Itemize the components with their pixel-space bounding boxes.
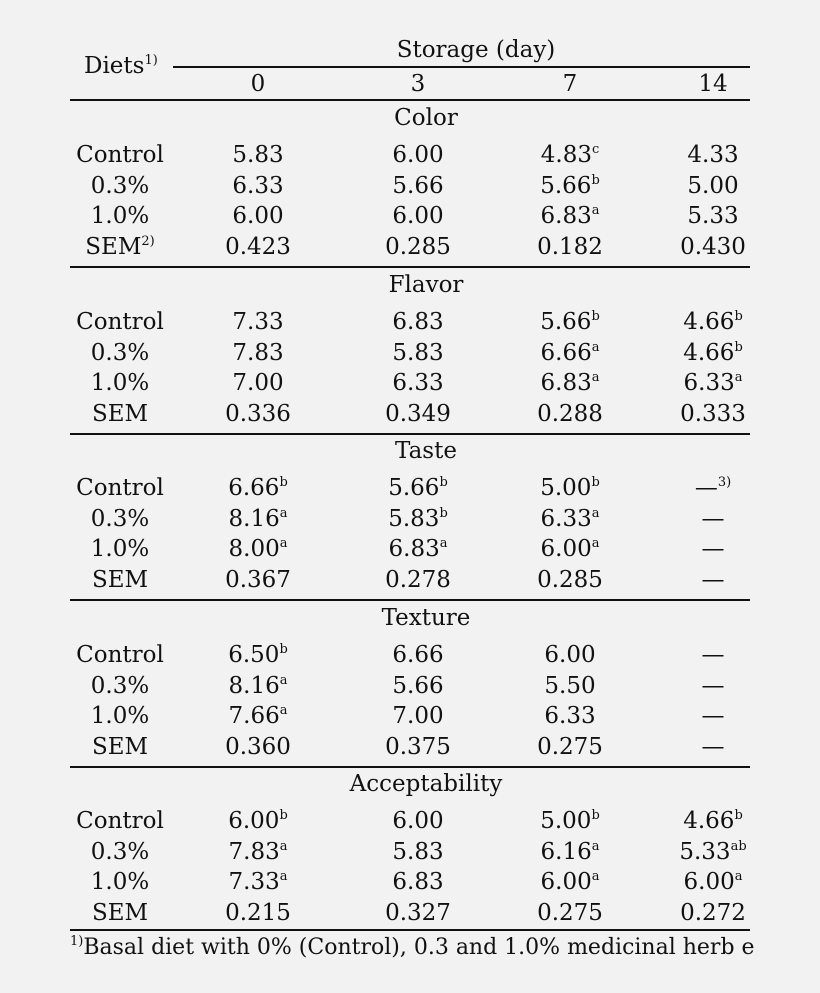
row-label: Control	[76, 309, 164, 335]
table-cell: 6.83	[392, 869, 444, 895]
table-cell: 4.66$^b$	[683, 808, 743, 834]
table-cell: 0.349	[385, 400, 451, 427]
table-cell: 5.66$^b$	[388, 475, 448, 501]
row-label: 0.3%	[90, 172, 150, 199]
table-cell: 5.83	[232, 142, 284, 168]
table-cell: 7.66$^a$	[228, 703, 288, 729]
footnote: $^{1)}$Basal diet with 0% (Control), 0.3 and 1.0% medicinal herb e	[70, 934, 755, 960]
table-cell: 6.00$^b$	[228, 808, 288, 834]
table-cell: 6.33$^a$	[683, 370, 743, 396]
table-cell: 0.288	[537, 400, 603, 427]
table-cell: 6.83$^a$	[388, 536, 448, 562]
section-rule	[70, 599, 750, 601]
table-cell: —	[701, 733, 725, 760]
table-cell: 5.83	[392, 838, 444, 865]
table-cell: 7.33$^a$	[228, 869, 288, 895]
table-cell: 5.33	[687, 203, 739, 229]
row-label: Control	[76, 475, 164, 501]
header-rule	[70, 99, 750, 101]
table-cell: 4.66$^b$	[683, 309, 743, 335]
table-cell: 6.33$^a$	[540, 505, 600, 532]
table-cell: 0.215	[225, 899, 291, 926]
table-cell: 6.33	[392, 370, 444, 396]
table-cell: 6.00$^a$	[540, 536, 600, 562]
table-cell: 0.285	[537, 566, 603, 593]
table-cell: —	[701, 536, 725, 562]
table-cell: 0.423	[225, 233, 291, 260]
table-cell: 8.00$^a$	[228, 536, 288, 562]
table-cell: 5.66$^b$	[540, 172, 600, 199]
table-cell: 0.275	[537, 899, 603, 926]
row-label: 1.0%	[90, 370, 150, 396]
row-label: 0.3%	[90, 339, 150, 366]
table-cell: 0.182	[537, 233, 603, 260]
row-label: 0.3%	[90, 672, 150, 699]
table-cell: 0.285	[385, 233, 451, 260]
table-cell: 6.83$^a$	[540, 370, 600, 396]
section-title: Texture	[381, 605, 471, 631]
table-cell: 6.00	[392, 142, 444, 168]
section-rule	[70, 266, 750, 268]
row-label: Control	[76, 642, 164, 668]
table-cell: 4.66$^b$	[683, 339, 743, 366]
table-cell: 4.33	[687, 142, 739, 168]
row-label: SEM	[91, 733, 149, 760]
table-cell: 7.83$^a$	[228, 838, 288, 865]
table-cell: —	[701, 505, 725, 532]
table-cell: 0.375	[385, 733, 451, 760]
table-cell: 6.33	[544, 703, 596, 729]
table-cell: 6.66	[392, 642, 444, 668]
section-title: Flavor	[388, 272, 464, 298]
table-cell: 0.327	[385, 899, 451, 926]
table-cell: 5.83$^b$	[388, 505, 448, 532]
table-cell: 5.33$^{ab}$	[679, 838, 747, 865]
diets-header: Diets$^{1)}$	[84, 53, 158, 79]
row-label: 1.0%	[90, 703, 150, 729]
row-label: Control	[76, 142, 164, 168]
table-cell: 0.336	[225, 400, 291, 427]
section-title: Acceptability	[349, 771, 503, 797]
table-cell: 0.430	[680, 233, 746, 260]
table-cell: 6.16$^a$	[540, 838, 600, 865]
section-rule	[70, 766, 750, 768]
row-label: SEM	[91, 400, 149, 427]
table-cell: —$^{3)}$	[694, 475, 732, 501]
row-label: SEM	[91, 566, 149, 593]
table-cell: 4.83$^c$	[540, 142, 600, 168]
row-label: SEM$^{2)}$	[85, 233, 155, 260]
day-header-7: 7	[562, 71, 578, 97]
table-cell: 6.33	[232, 172, 284, 199]
section-rule	[70, 929, 750, 931]
table-cell: 7.00	[392, 703, 444, 729]
row-label: 1.0%	[90, 869, 150, 895]
table-cell: 7.00	[232, 370, 284, 396]
table-cell: 6.83	[392, 309, 444, 335]
table-cell: 5.66$^b$	[540, 309, 600, 335]
table-cell: 8.16$^a$	[228, 505, 288, 532]
table-cell: 5.66	[392, 672, 444, 699]
table-cell: 6.00$^a$	[540, 869, 600, 895]
table-cell: 5.00$^b$	[540, 808, 600, 834]
table-cell: —	[701, 703, 725, 729]
table-cell: 6.00	[392, 203, 444, 229]
row-label: 1.0%	[90, 536, 150, 562]
table-cell: 8.16$^a$	[228, 672, 288, 699]
storage-header: Storage (day)	[396, 37, 556, 63]
table-cell: 5.66	[392, 172, 444, 199]
row-label: 0.3%	[90, 505, 150, 532]
table-cell: 7.83	[232, 339, 284, 366]
section-title: Taste	[395, 438, 457, 464]
table-cell: —	[701, 642, 725, 668]
section-title: Color	[394, 105, 458, 131]
table-cell: 6.83$^a$	[540, 203, 600, 229]
table-cell: 7.33	[232, 309, 284, 335]
table-cell: —	[701, 672, 725, 699]
section-rule	[70, 433, 750, 435]
table-cell: 5.00	[687, 172, 739, 199]
table-cell: 5.83	[392, 339, 444, 366]
table-cell: 0.272	[680, 899, 746, 926]
table-cell: 6.66$^b$	[228, 475, 288, 501]
table-cell: 6.00	[392, 808, 444, 834]
day-header-0: 0	[250, 71, 266, 97]
table-cell: 5.50	[544, 672, 596, 699]
table-cell: 0.360	[225, 733, 291, 760]
table-cell: 6.66$^a$	[540, 339, 600, 366]
day-header-3: 3	[410, 71, 426, 97]
table-cell: 0.367	[225, 566, 291, 593]
table-cell: 6.00$^a$	[683, 869, 743, 895]
table-cell: 5.00$^b$	[540, 475, 600, 501]
table-cell: 6.00	[544, 642, 596, 668]
table-cell: 6.50$^b$	[228, 642, 288, 668]
header-rule-partial	[173, 66, 750, 68]
row-label: 1.0%	[90, 203, 150, 229]
table-cell: 6.00	[232, 203, 284, 229]
day-header-14: 14	[698, 71, 728, 97]
table-cell: 0.278	[385, 566, 451, 593]
table-cell: —	[701, 566, 725, 593]
row-label: SEM	[91, 899, 149, 926]
table-cell: 0.275	[537, 733, 603, 760]
row-label: 0.3%	[90, 838, 150, 865]
table-cell: 0.333	[680, 400, 746, 427]
row-label: Control	[76, 808, 164, 834]
